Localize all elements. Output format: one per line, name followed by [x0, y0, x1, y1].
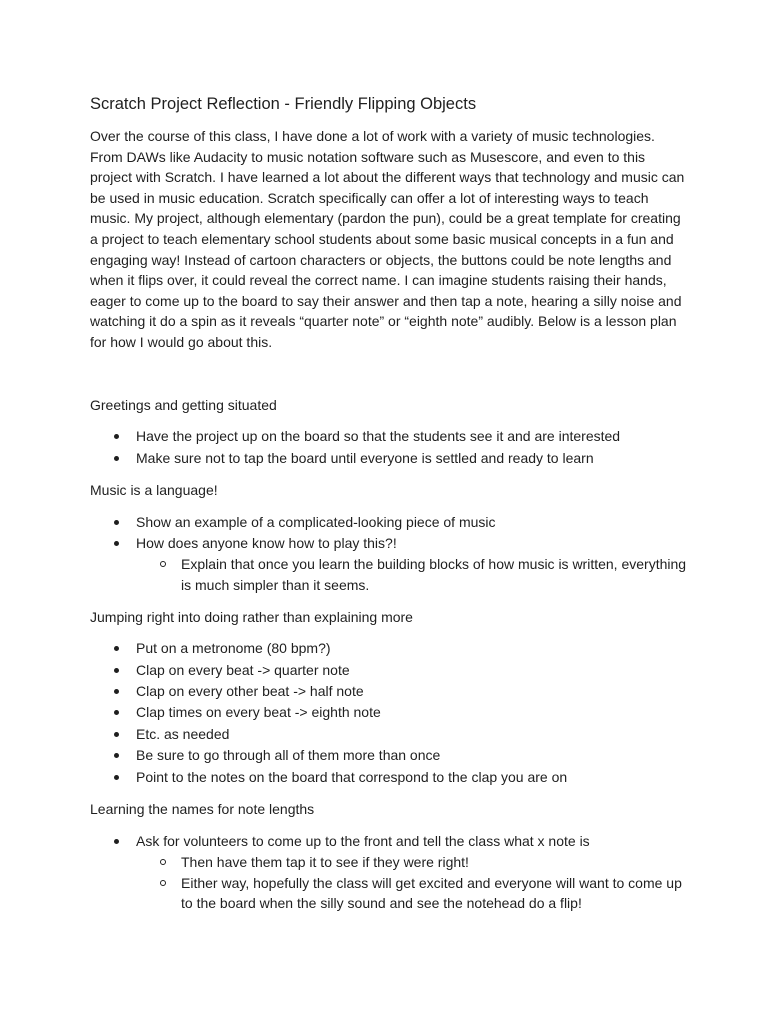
hollow-bullet-icon [160, 880, 166, 886]
sub-list-item [181, 554, 690, 595]
bullet-icon [114, 775, 119, 780]
bullet-icon [114, 753, 119, 758]
hollow-bullet-icon [160, 859, 166, 865]
list-item [136, 533, 690, 596]
list-item-text: Clap on every beat -> quarter note [136, 661, 350, 678]
bullet-icon [114, 456, 119, 461]
list-item-text: Clap times on every beat -> eighth note [136, 704, 381, 721]
bullet-icon [114, 541, 119, 546]
intro-paragraph: Over the course of this class, I have done a lot of work with a variety of music technologies. From DAWs like Audacity to music notation software such as Musescore, and even to this project with Scratch. I have learned a lot about the different ways that technology and music can be used in music education. Scratch specifically can offer a lot of interesting ways to teach music. My project, although elementary (pardon the pun), could be a great template for creating a project to teach elementary school students about some basic musical concepts in a fun and engaging way! Instead of cartoon characters or objects, the buttons could be note lengths and when it flips over, it could reveal the correct name. I can imagine students raising their hands, eager to come up to the board to say their answer and then tap a note, hearing a silly noise and watching it do a spin as it reveals “quarter note” or “eighth note” audibly. Below is a lesson plan for how I would go about this. [90, 128, 685, 350]
sub-bullet-list [136, 852, 690, 914]
bullet-icon [114, 646, 119, 651]
sub-list-item-text: Either way, hopefully the class will get excited and everyone will want to come up to the board when the silly sound and see the notehead do a flip! [181, 874, 682, 912]
bullet-icon [114, 732, 119, 737]
hollow-bullet-icon [160, 561, 166, 567]
section-music-language [90, 480, 690, 596]
list-item-text: Make sure not to tap the board until everyone is settled and ready to learn [136, 449, 594, 466]
document-title: Scratch Project Reflection - Friendly Flipping Objects [90, 95, 477, 113]
list-item-text: Have the project up on the board so that the students see it and are interested [136, 428, 621, 445]
list-item [136, 426, 690, 447]
list-item-text: Ask for volunteers to come up to the front and tell the class what x note is [136, 832, 590, 849]
list-item-text: Etc. as needed [136, 725, 230, 742]
list-item [136, 638, 690, 659]
section-doing [90, 607, 690, 788]
list-item [136, 512, 690, 533]
sub-list-item [181, 873, 690, 914]
list-item [136, 724, 690, 745]
bullet-list [90, 426, 690, 469]
sub-bullet-list [136, 554, 690, 595]
bullet-icon [114, 839, 119, 844]
list-item [136, 831, 690, 914]
list-item-text: Clap on every other beat -> half note [136, 682, 364, 699]
list-item [136, 767, 690, 788]
list-item [136, 448, 690, 469]
bullet-list [90, 512, 690, 596]
section-greetings [90, 395, 690, 469]
bullet-list [90, 831, 690, 914]
list-item-text: Put on a metronome (80 bpm?) [136, 640, 331, 657]
section-heading: Music is a language! [90, 481, 218, 498]
sub-list-item [181, 852, 690, 873]
sub-list-item-text: Explain that once you learn the building blocks of how music is written, everything is much simpler than it seems. [181, 556, 687, 593]
list-item [136, 681, 690, 702]
list-item [136, 702, 690, 723]
section-note-names [90, 799, 690, 914]
list-item-text: How does anyone know how to play this?! [136, 534, 397, 551]
bullet-icon [114, 710, 119, 715]
bullet-icon [114, 434, 119, 439]
list-item [136, 745, 690, 766]
bullet-icon [114, 520, 119, 525]
bullet-list [90, 638, 690, 788]
section-heading: Jumping right into doing rather than explaining more [90, 608, 413, 625]
document-page [90, 92, 690, 925]
sub-list-item-text: Then have them tap it to see if they were right! [181, 853, 469, 870]
list-item-text: Show an example of a complicated-looking piece of music [136, 513, 496, 530]
list-item-text: Point to the notes on the board that correspond to the clap you are on [136, 768, 568, 785]
section-heading: Greetings and getting situated [90, 396, 277, 413]
list-item-text: Be sure to go through all of them more than once [136, 747, 441, 764]
section-heading: Learning the names for note lengths [90, 800, 315, 817]
list-item [136, 660, 690, 681]
bullet-icon [114, 668, 119, 673]
bullet-icon [114, 689, 119, 694]
